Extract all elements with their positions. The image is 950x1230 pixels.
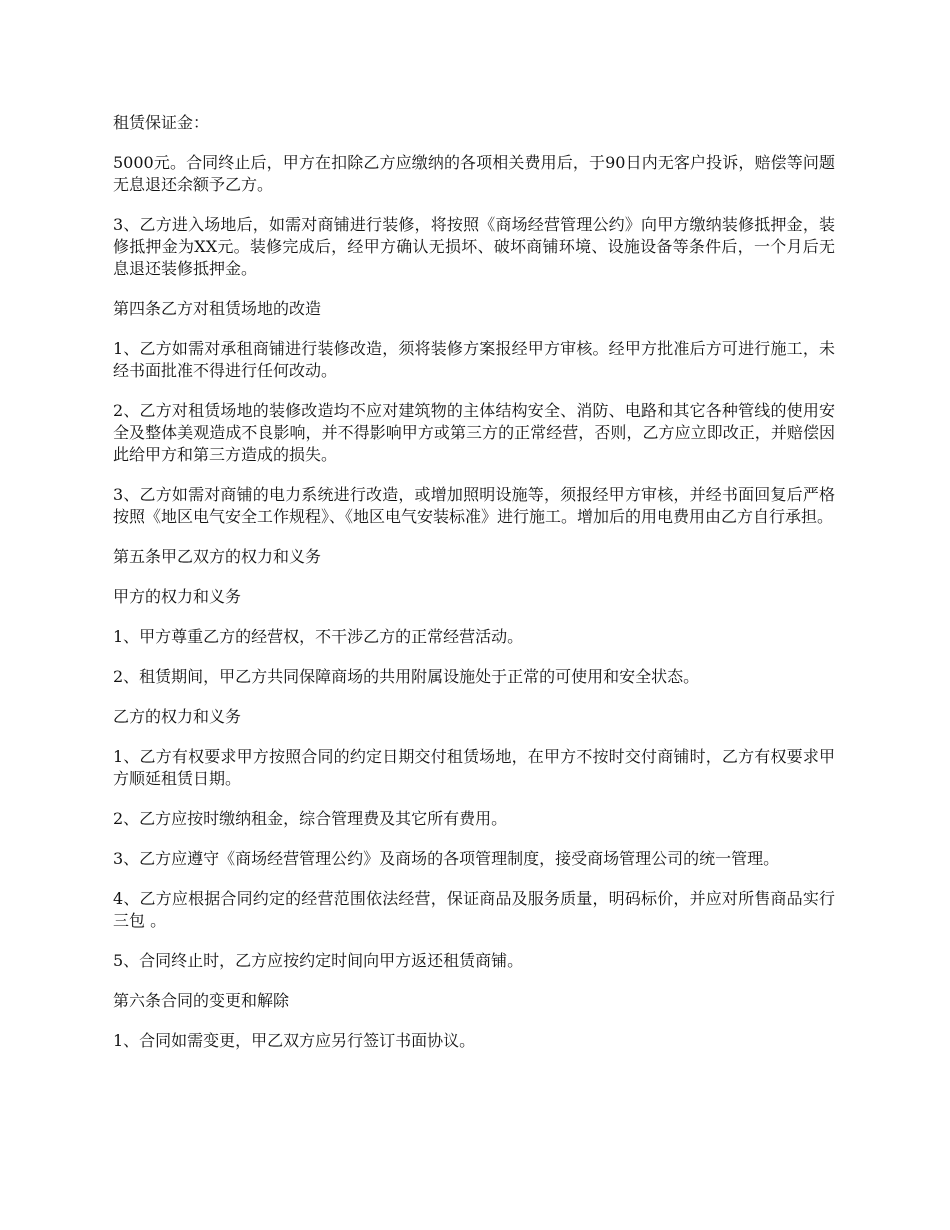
paragraph-party-a-item-1: 1、甲方尊重乙方的经营权，不干涉乙方的正常经营活动。 <box>113 627 524 646</box>
section-heading-article-5: 第五条甲乙双方的权力和义务 <box>113 547 322 566</box>
paragraph-renovation-deposit: 3、乙方进入场地后，如需对商铺进行装修，将按照《商场经营管理公约》向甲方缴纳装修抵押金，装修抵押金为XX元。装修完成后，经甲方确认无损坏、破坏商铺环境、设施设备等条件后，一个月后无息退还装修抵押金。 <box>113 215 835 278</box>
paragraph-article-4-item-2: 2、乙方对租赁场地的装修改造均不应对建筑物的主体结构安全、消防、电路和其它各种管线的使用安全及整体美观造成不良影响，并不得影响甲方或第三方的正常经营，否则，乙方应立即改正，并赔偿因此给甲方和第三方造成的损失。 <box>113 401 835 464</box>
document-body <box>113 112 835 1070</box>
section-heading-article-4: 第四条乙方对租赁场地的改造 <box>113 299 322 318</box>
paragraph-article-4-item-1: 1、乙方如需对承租商铺进行装修改造，须将装修方案报经甲方审核。经甲方批准后方可进行施工，未经书面批准不得进行任何改动。 <box>113 339 835 380</box>
paragraph-deposit-amount: 5000元。合同终止后，甲方在扣除乙方应缴纳的各项相关费用后，于90日内无客户投诉，赔偿等问题无息退还余额予乙方。 <box>113 153 835 194</box>
paragraph-deposit-heading: 租赁保证金： <box>113 113 210 132</box>
subheading-party-b-rights: 乙方的权力和义务 <box>113 707 242 726</box>
paragraph-party-b-item-2: 2、乙方应按时缴纳租金，综合管理费及其它所有费用。 <box>113 809 508 828</box>
paragraph-party-b-item-4: 4、乙方应根据合同约定的经营范围依法经营，保证商品及服务质量，明码标价，并应对所售商品实行 三包 。 <box>113 889 835 930</box>
paragraph-article-6-item-1: 1、合同如需变更，甲乙双方应另行签订书面协议。 <box>113 1031 476 1050</box>
paragraph-article-4-item-3: 3、乙方如需对商铺的电力系统进行改造，或增加照明设施等，须报经甲方审核，并经书面回复后严格按照《地区电气安全工作规程》、《地区电气安装标准》进行施工。增加后的用电费用由乙方自行承担。 <box>113 485 835 526</box>
paragraph-party-b-item-1: 1、乙方有权要求甲方按照合同的约定日期交付租赁场地，在甲方不按时交付商铺时，乙方有权要求甲方顺延租赁日期。 <box>113 747 835 788</box>
paragraph-party-b-item-5: 5、合同终止时，乙方应按约定时间向甲方返还租赁商铺。 <box>113 951 524 970</box>
paragraph-party-a-item-2: 2、租赁期间，甲乙方共同保障商场的共用附属设施处于正常的可使用和安全状态。 <box>113 667 700 686</box>
section-heading-article-6: 第六条合同的变更和解除 <box>113 991 290 1010</box>
subheading-party-a-rights: 甲方的权力和义务 <box>113 587 242 606</box>
paragraph-party-b-item-3: 3、乙方应遵守《商场经营管理公约》及商场的各项管理制度，接受商场管理公司的统一管理。 <box>113 849 780 868</box>
